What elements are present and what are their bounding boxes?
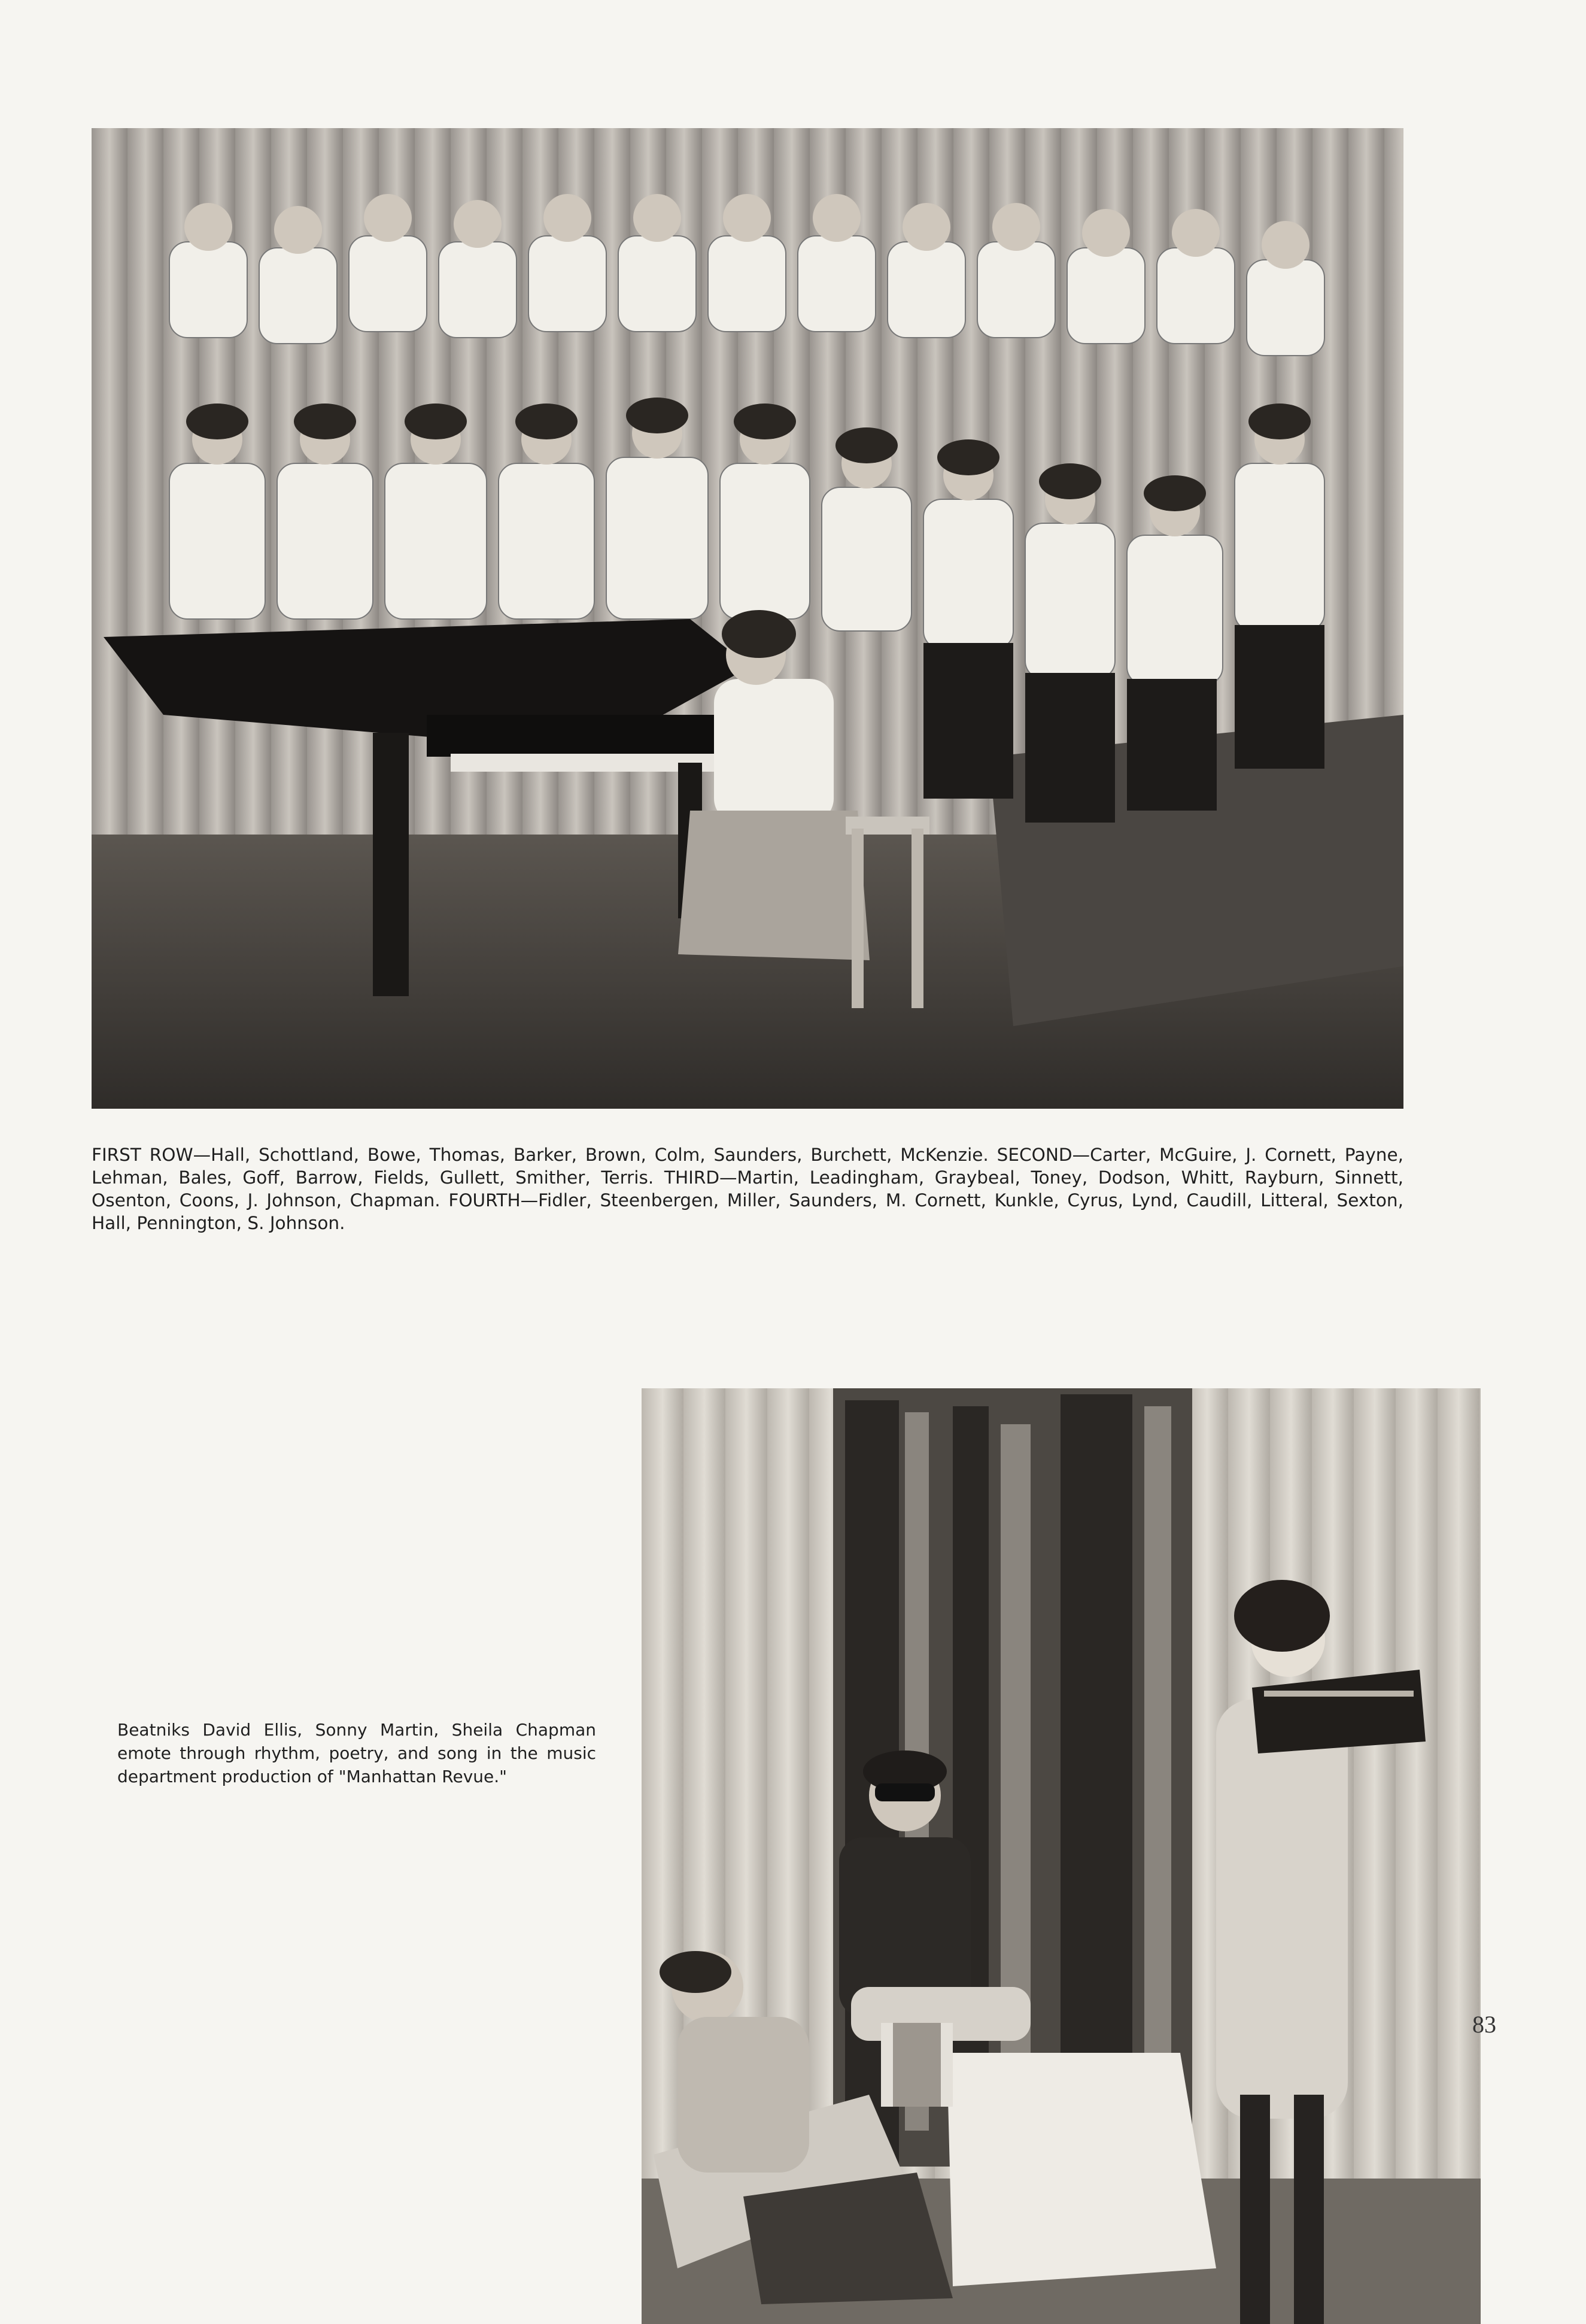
choir-photo-caption: FIRST ROW—Hall, Schottland, Bowe, Thomas, Barker, Brown, Colm, Saunders, Burchett, McKenzie. SECOND—Carter, McGuire, J. Cornett, Payne, Lehman, Bales, Goff, Barrow, Fields, Gullett, Smither, Terris. THIRD—Martin, Leadingham, Graybeal, Toney, Dodson, Whitt, Rayburn, Sinnett, Osenton, Coons, J. Johnson, Chapman. FOURTH—Fidler, Steenbergen, Miller, Saunders, M. Cornett, Kunkle, Cyrus, Lynd, Caudill, Litteral, Sexton, Hall, Pennington, S. Johnson. xyxy=(92,1145,1403,1233)
choir-group-photo xyxy=(92,128,1403,1109)
stage-photo-caption: Beatniks David Ellis, Sonny Martin, Sheila Chapman emote through rhythm, poetry, and song in the music department production of "Manhattan Revue." xyxy=(117,1720,596,1786)
stage-photo-illustration xyxy=(642,1388,1481,2324)
choir-photo-illustration xyxy=(92,128,1403,1109)
stage-production-photo xyxy=(642,1388,1481,2324)
page-number: 83 xyxy=(1472,2011,1496,2038)
